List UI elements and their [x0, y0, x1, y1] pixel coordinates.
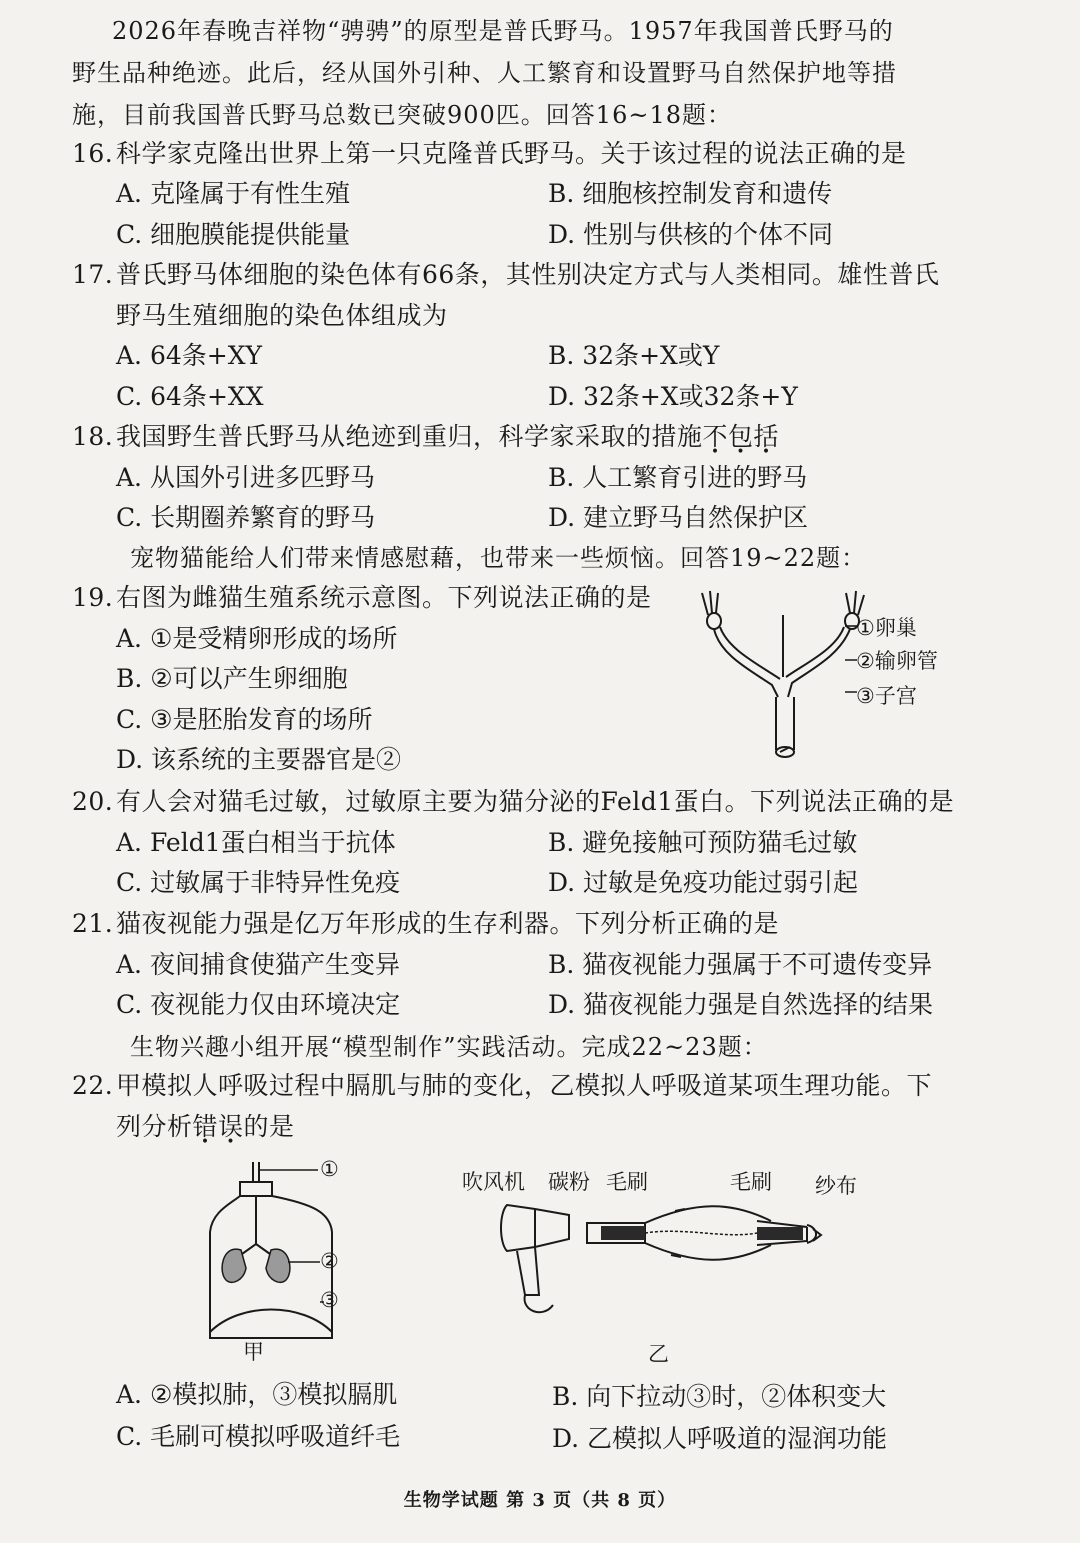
question-text: 普氏野马体细胞的染色体有66条，其性别决定方式与人类相同。雄性普氏	[116, 260, 940, 289]
question-text: 列分析	[116, 1112, 193, 1141]
jia-caption: 甲	[243, 1340, 264, 1364]
question-22-stem-line1	[72, 1069, 932, 1103]
yi-caption: 乙	[648, 1342, 669, 1366]
label-leader-lines	[845, 620, 865, 700]
q17-option-b: B. 32条+X或Y	[548, 341, 720, 370]
question-number: 20.	[72, 787, 114, 816]
question-20-stem	[72, 785, 954, 819]
question-text: 右图为雌猫生殖系统示意图。下列说法正确的是	[116, 583, 652, 612]
q19-option-d: D. 该系统的主要器官是②	[116, 745, 402, 774]
yi-label-hair-dryer: 吹风机	[462, 1170, 525, 1194]
q21-option-b: B. 猫夜视能力强属于不可遗传变异	[548, 950, 933, 979]
question-number: 17.	[72, 260, 114, 289]
q20-option-c: C. 过敏属于非特异性免疫	[116, 868, 401, 897]
intro-16-18-line3: 施，目前我国普氏野马总数已突破900匹。回答16~18题：	[72, 101, 732, 129]
intro-22-23: 生物兴趣小组开展“模型制作”实践活动。完成22~23题：	[130, 1033, 768, 1061]
q21-option-d: D. 猫夜视能力强是自然选择的结果	[548, 990, 934, 1019]
question-text: 的是	[243, 1112, 295, 1141]
q16-option-b: B. 细胞核控制发育和遗传	[548, 179, 833, 208]
balloon-lung-right	[266, 1249, 290, 1282]
page-footer: 生物学试题 第 3 页（共 8 页）	[403, 1490, 677, 1511]
q21-option-a: A. 夜间捕食使猫产生变异	[116, 950, 400, 979]
yi-label-carbon-powder: 碳粉	[548, 1170, 590, 1194]
q16-option-a: A. 克隆属于有性生殖	[116, 179, 350, 208]
emphasis-char: 包	[728, 422, 754, 451]
q17-option-d: D. 32条+X或32条+Y	[548, 382, 798, 411]
label-oviduct: ②输卵管	[856, 649, 938, 673]
jia-label-1: ①	[320, 1157, 339, 1181]
question-16-stem	[72, 137, 907, 171]
q17-option-a: A. 64条+XY	[116, 341, 263, 370]
jia-label-3: ③	[320, 1288, 339, 1312]
brush-back	[757, 1227, 803, 1240]
emphasis-char: 误	[218, 1112, 244, 1141]
q22-option-c: C. 毛刷可模拟呼吸道纤毛	[116, 1422, 401, 1451]
question-number: 18.	[72, 422, 114, 451]
q19-option-c: C. ③是胚胎发育的场所	[116, 705, 373, 734]
question-number: 22.	[72, 1071, 114, 1100]
q22-option-d: D. 乙模拟人呼吸道的湿润功能	[552, 1424, 888, 1453]
q17-option-c: C. 64条+XX	[116, 382, 264, 411]
q20-option-b: B. 避免接触可预防猫毛过敏	[548, 828, 858, 857]
intro-16-18-line1: 2026年春晚吉祥物“骋骋”的原型是普氏野马。1957年我国普氏野马的	[112, 17, 894, 45]
question-text: 甲模拟人呼吸过程中膈肌与肺的变化，乙模拟人呼吸道某项生理功能。下	[116, 1071, 933, 1100]
q18-option-a: A. 从国外引进多匹野马	[116, 463, 375, 492]
question-19-stem	[72, 581, 652, 615]
label-ovary: ①卵巢	[856, 616, 917, 640]
question-text: 我国野生普氏野马从绝迹到重归，科学家采取的措施	[116, 422, 703, 451]
yi-label-brush-2: 毛刷	[730, 1170, 772, 1194]
question-18-stem	[72, 420, 779, 454]
jia-label-2: ②	[320, 1249, 339, 1273]
emphasis-char: 括	[753, 422, 780, 451]
q18-option-b: B. 人工繁育引进的野马	[548, 463, 808, 492]
question-17-stem-line1	[72, 258, 939, 292]
question-22-stem-line2	[116, 1110, 295, 1144]
question-21-stem	[72, 907, 779, 941]
q16-option-d: D. 性别与供核的个体不同	[548, 220, 834, 249]
q16-option-c: C. 细胞膜能提供能量	[116, 220, 351, 249]
intro-19-22: 宠物猫能给人们带来情感慰藉，也带来一些烦恼。回答19~22题：	[130, 544, 867, 572]
intro-16-18-line2: 野生品种绝迹。此后，经从国外引种、人工繁育和设置野马自然保护地等措	[72, 59, 897, 87]
question-17-stem-line2: 野马生殖细胞的染色体组成为	[116, 301, 448, 330]
label-uterus: ③子宫	[856, 684, 917, 708]
q20-option-a: A. Feld1蛋白相当于抗体	[116, 828, 396, 857]
question-number: 19.	[72, 583, 114, 612]
question-text: 有人会对猫毛过敏，过敏原主要为猫分泌的Feld1蛋白。下列说法正确的是	[116, 787, 955, 816]
q22-option-b: B. 向下拉动③时，②体积变大	[552, 1382, 887, 1411]
yi-label-brush-1: 毛刷	[606, 1170, 648, 1194]
q19-option-a: A. ①是受精卵形成的场所	[116, 624, 398, 653]
q18-option-c: C. 长期圈养繁育的野马	[116, 503, 376, 532]
question-text: 科学家克隆出世界上第一只克隆普氏野马。关于该过程的说法正确的是	[116, 139, 907, 168]
brush-front	[601, 1226, 645, 1240]
question-number: 16.	[72, 139, 114, 168]
question-text: 猫夜视能力强是亿万年形成的生存利器。下列分析正确的是	[116, 909, 780, 938]
question-number: 21.	[72, 909, 114, 938]
emphasis-char: 不	[702, 422, 729, 451]
q18-option-d: D. 建立野马自然保护区	[548, 503, 809, 532]
balloon-lung-left	[222, 1249, 246, 1282]
q20-option-d: D. 过敏是免疫功能过弱引起	[548, 868, 859, 897]
q21-option-c: C. 夜视能力仅由环境决定	[116, 990, 401, 1019]
respiratory-tract-model-figure	[495, 1195, 845, 1325]
emphasis-char: 错	[192, 1112, 219, 1141]
q19-option-b: B. ②可以产生卵细胞	[116, 664, 348, 693]
yi-label-gauze: 纱布	[815, 1174, 857, 1198]
q22-option-a: A. ②模拟肺，③模拟膈肌	[116, 1380, 398, 1409]
